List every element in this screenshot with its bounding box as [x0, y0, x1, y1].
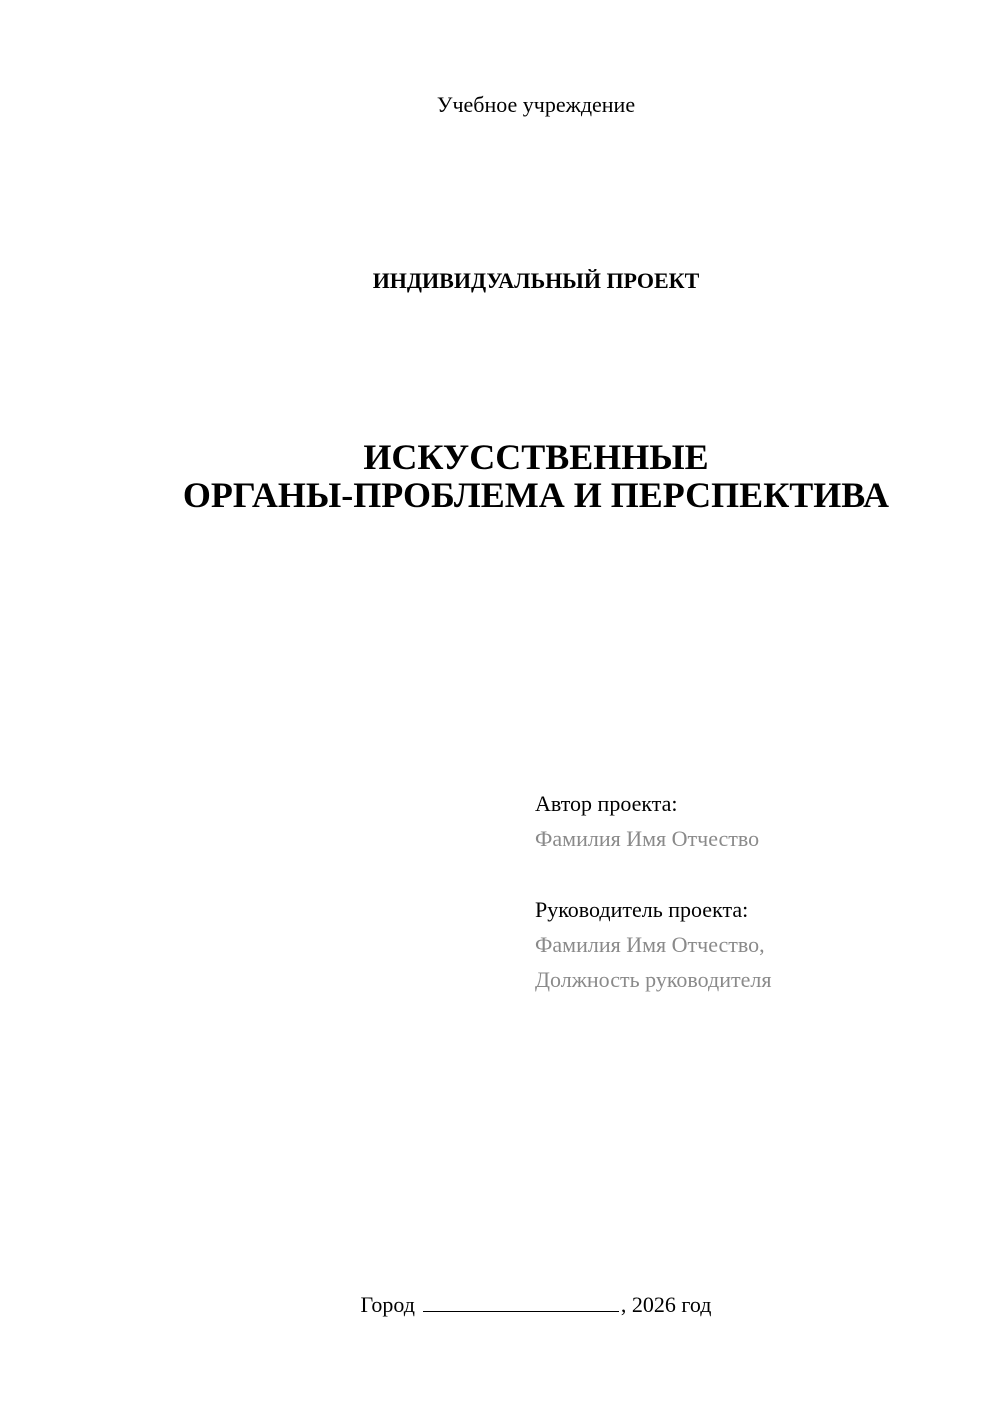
- supervisor-name: Фамилия Имя Отчество,: [535, 932, 765, 957]
- project-title-line-2: ОРГАНЫ-ПРОБЛЕМА И ПЕРСПЕКТИВА: [182, 475, 890, 515]
- document-type: ИНДИВИДУАЛЬНЫЙ ПРОЕКТ: [372, 268, 700, 293]
- project-info-block: [535, 786, 975, 997]
- info-spacer: [535, 856, 975, 892]
- author-label: Автор проекта:: [535, 791, 678, 816]
- city-label: Город: [360, 1292, 415, 1317]
- author-name: Фамилия Имя Отчество: [535, 826, 760, 851]
- city-blank-line: [423, 1291, 619, 1312]
- supervisor-position: Должность руководителя: [535, 967, 772, 992]
- project-title: [0, 438, 1000, 514]
- project-title-line-1: ИСКУССТВЕННЫЕ: [363, 437, 709, 477]
- footer-city-year: [0, 1290, 1000, 1320]
- year-text: , 2026 год: [620, 1292, 712, 1317]
- institution-name: Учебное учреждение: [436, 92, 636, 117]
- supervisor-label: Руководитель проекта:: [535, 897, 749, 922]
